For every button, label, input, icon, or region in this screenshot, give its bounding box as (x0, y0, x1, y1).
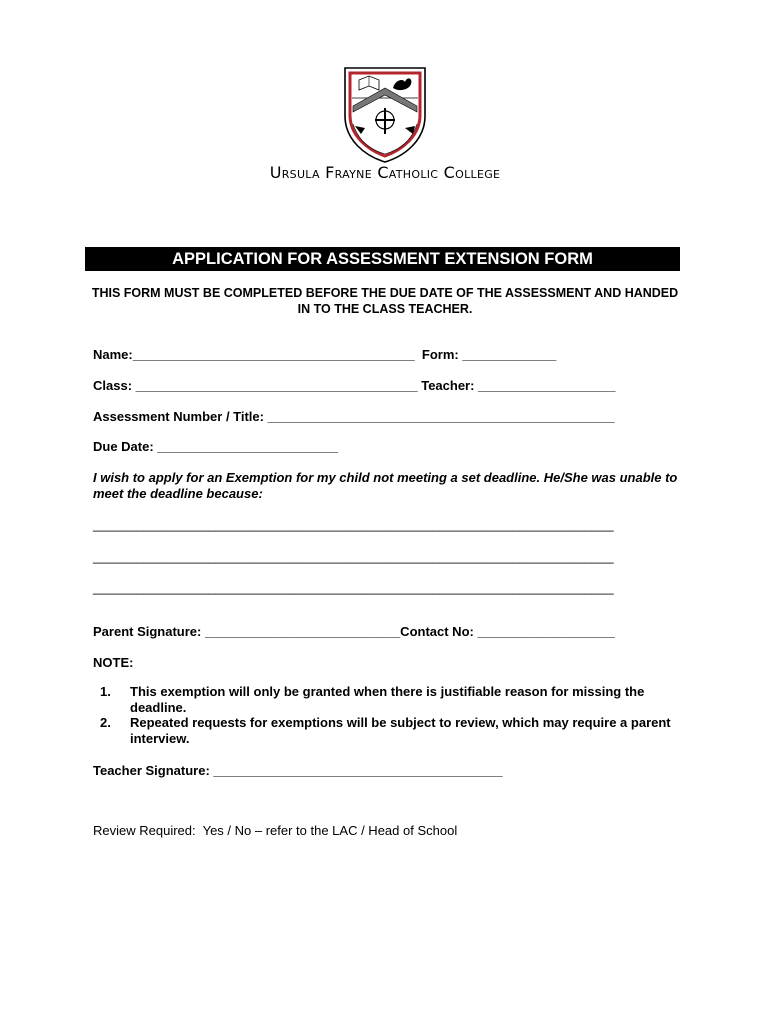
due-date-field[interactable]: Due Date: _________________________ (93, 439, 339, 454)
parent-signature-field[interactable]: Parent Signature: ___________________________Contact No: ___________________ (93, 624, 615, 639)
exemption-statement: I wish to apply for an Exemption for my child not meeting a set deadline. He/She was unable to meet the deadline because: (93, 470, 678, 501)
college-name: Ursula Frayne Catholic College (269, 163, 501, 182)
class-teacher-field[interactable]: Class: _______________________________________ Teacher: ___________________ (93, 378, 616, 393)
reason-line[interactable]: ________________________________________________________________________ (93, 580, 614, 595)
note-text: Repeated requests for exemptions will be subject to review, which may require a parent interview. (130, 715, 671, 746)
assessment-title-field[interactable]: Assessment Number / Title: ________________________________________________ (93, 409, 615, 424)
note-number: 1. (100, 684, 111, 699)
review-required-text: Review Required: Yes / No – refer to the LAC / Head of School (93, 823, 458, 838)
teacher-signature-field[interactable]: Teacher Signature: ________________________________________ (93, 763, 503, 778)
form-title: APPLICATION FOR ASSESSMENT EXTENSION FORM (85, 247, 680, 271)
note-item (100, 684, 680, 715)
note-text: This exemption will only be granted when there is justifiable reason for missing the deadline. (130, 684, 645, 715)
note-label: NOTE: (93, 655, 134, 670)
note-item (100, 715, 680, 746)
name-form-field[interactable]: Name:_______________________________________ Form: _____________ (93, 347, 557, 362)
reason-line[interactable]: ________________________________________________________________________ (93, 517, 614, 532)
form-instruction: THIS FORM MUST BE COMPLETED BEFORE THE DUE DATE OF THE ASSESSMENT AND HANDED IN TO THE CLASS TEACHER. (91, 286, 679, 316)
reason-line[interactable]: ________________________________________________________________________ (93, 549, 614, 564)
note-number: 2. (100, 715, 111, 730)
notes-list (100, 684, 680, 746)
college-crest-logo (339, 64, 431, 164)
